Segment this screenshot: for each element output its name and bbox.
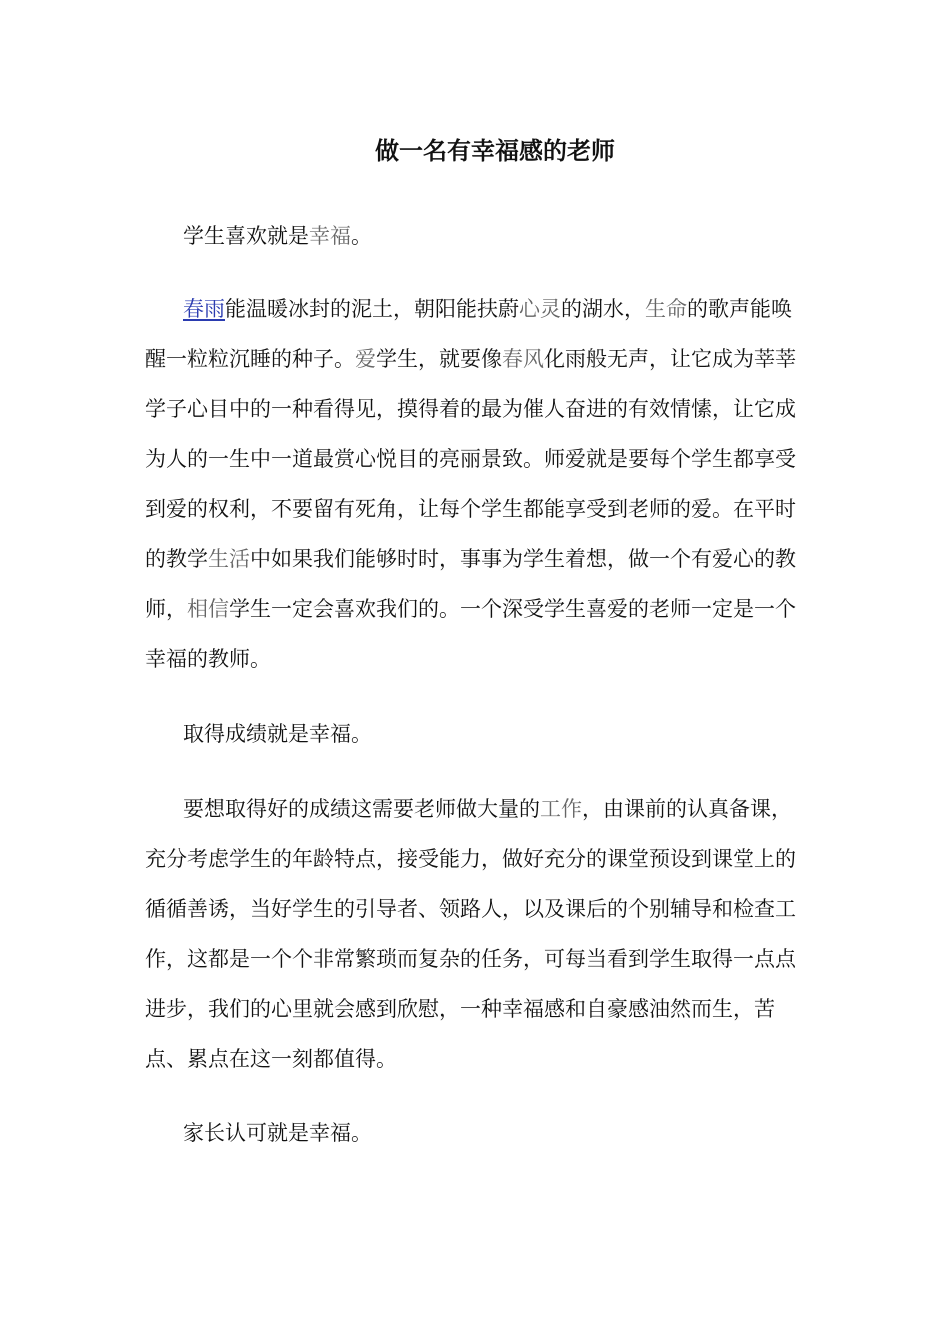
paragraph-1-keyword-happiness: 幸福 (309, 224, 351, 248)
paragraph-4-keyword-work: 工作 (540, 797, 582, 821)
paragraph-4-text-1: 要想取得好的成绩这需要老师做大量的 (183, 797, 540, 821)
paragraph-2-text-3: 的歌声能唤醒一粒粒沉睡的种子。 (145, 297, 792, 371)
paragraph-2 (145, 284, 805, 684)
paragraph-2-text-5: 化雨般无声，让它成为莘莘学子心目中的一种看得见，摸得着的最为催人奋进的有效情愫，让它成为人的一生中一道最赏心悦目的亮丽景致。师爱就是要每个学生都享受到爱的权利，不要留有死角，让每个学生都能享受到老师的爱。在平时的教学 (145, 347, 796, 571)
paragraph-1-text-1: 学生喜欢就是 (183, 224, 309, 248)
paragraph-2-keyword-life-daily: 生活 (208, 547, 250, 571)
paragraph-2-text-2: 的湖水， (561, 297, 645, 321)
paragraph-4-text-2: ，由课前的认真备课，充分考虑学生的年龄特点，接受能力，做好充分的课堂预设到课堂上的循循善诱，当好学生的引导者、领路人，以及课后的个别辅导和检查工作，这都是一个个非常繁琐而复杂的任务，可每当看到学生取得一点点进步，我们的心里就会感到欣慰，一种幸福感和自豪感油然而生，苦点、累点在这一刻都值得。 (145, 797, 796, 1071)
spring-rain-link[interactable]: 春雨 (183, 297, 225, 321)
paragraph-2-keyword-believe: 相信 (187, 597, 229, 621)
paragraph-5 (145, 1108, 805, 1158)
paragraph-2-keyword-spring-wind: 春风 (502, 347, 544, 371)
paragraph-2-keyword-love: 爱 (355, 347, 376, 371)
paragraph-3 (145, 709, 805, 759)
paragraph-1-text-2: 。 (351, 224, 372, 248)
paragraph-2-text-4: 学生，就要像 (376, 347, 502, 371)
paragraph-2-text-6: 中如果我们能够时时，事事为学生着想，做一个有爱心的教师， (145, 547, 796, 621)
paragraph-2-text-7: 学生一定会喜欢我们的。一个深受学生喜爱的老师一定是一个幸福的教师。 (145, 597, 796, 671)
paragraph-3-text: 取得成绩就是幸福。 (183, 722, 372, 746)
paragraph-2-keyword-life: 生命 (645, 297, 687, 321)
paragraph-4 (145, 784, 805, 1084)
paragraph-2-keyword-soul: 心灵 (519, 297, 561, 321)
paragraph-5-text: 家长认可就是幸福。 (183, 1121, 372, 1145)
paragraph-2-text-1: 能温暖冰封的泥土，朝阳能扶蔚 (225, 297, 519, 321)
paragraph-1 (145, 211, 805, 261)
document-title: 做一名有幸福感的老师 (375, 137, 615, 165)
